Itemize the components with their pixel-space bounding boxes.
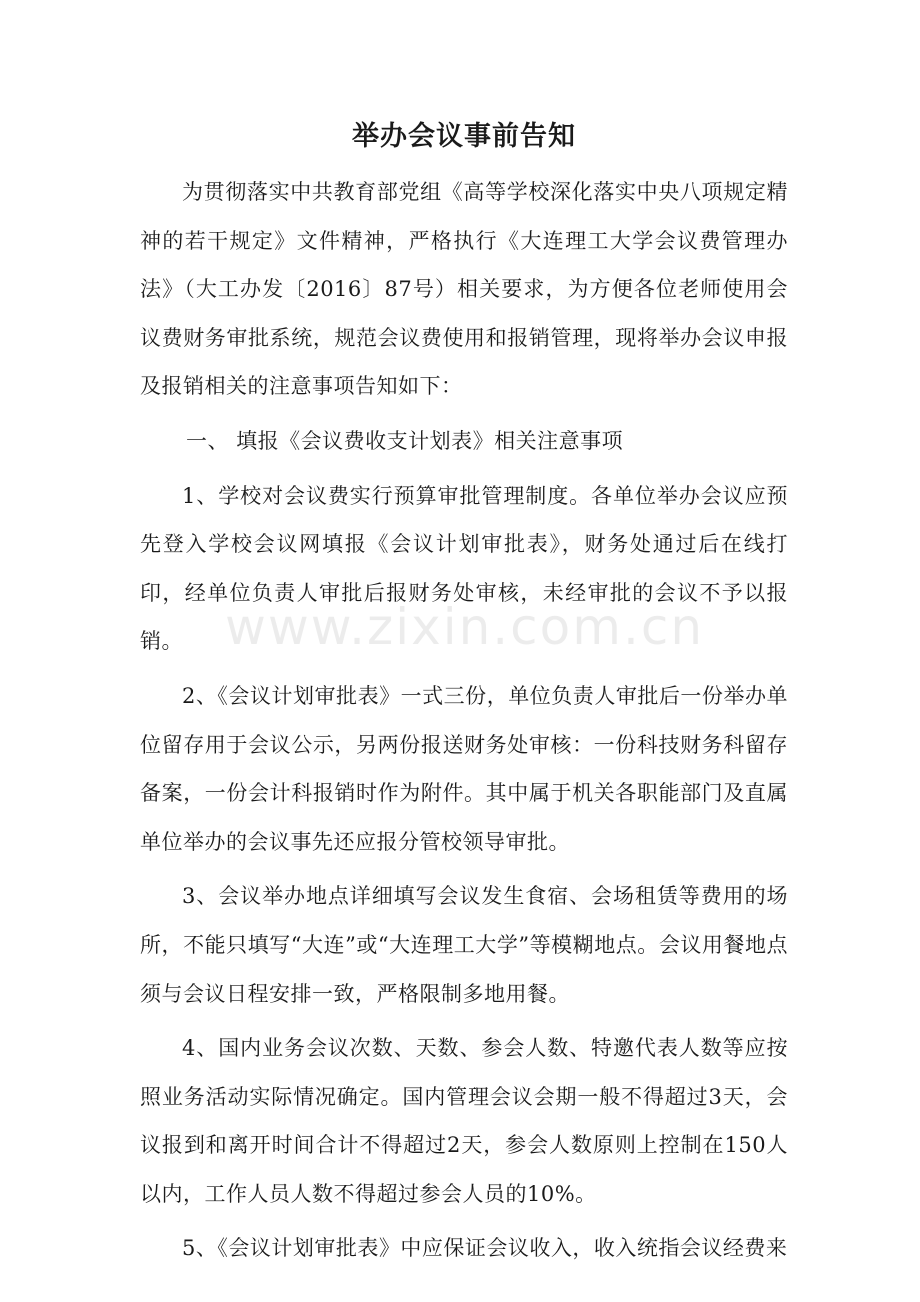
list-item: 4、国内业务会议次数、天数、参会人数、特邀代表人数等应按照业务活动实际情况确定。国内管理会议会期一般不得超过3天，会议报到和离开时间合计不得超过2天，参会人数原则上控制在150人以内，工作人员人数不得超过参会人员的10%。 — [140, 1036, 788, 1206]
document-page — [140, 112, 788, 1279]
section-heading: 一、 填报《会议费收支计划表》相关注意事项 — [186, 428, 624, 453]
list-item: 2、《会议计划审批表》一式三份，单位负责人审批后一份举办单位留存用于会议公示，另两份报送财务处审核：一份科技财务科留存备案，一份会计科报销时作为附件。其中属于机关各职能部门及直属单位举办的会议事先还应报分管校领导审批。 — [140, 683, 788, 854]
list-item: 3、会议举办地点详细填写会议发生食宿、会场租赁等费用的场所，不能只填写“大连”或“大连理工大学”等模糊地点。会议用餐地点须与会议日程安排一致，严格限制多地用餐。 — [140, 884, 788, 1006]
watermark: www.zixin.com.cn — [225, 598, 705, 656]
document-title: 举办会议事前告知 — [352, 121, 576, 152]
list-item: 1、学校对会议费实行预算审批管理制度。各单位举办会议应预先登入学校会议网填报《会议计划审批表》，财务处通过后在线打印，经单位负责人审批后报财务处审核，未经审批的会议不予以报销。 — [140, 483, 788, 654]
intro-paragraph: 为贯彻落实中共教育部党组《高等学校深化落实中央八项规定精神的若干规定》文件精神，严格执行《大连理工大学会议费管理办法》（大工办发〔2016〕87号）相关要求，为方便各位老师使用会议费财务审批系统，规范会议费使用和报销管理，现将举办会议申报及报销相关的注意事项告知如下： — [140, 180, 788, 399]
list-item: 5、《会议计划审批表》中应保证会议收入，收入统指会议经费来 — [182, 1236, 788, 1261]
